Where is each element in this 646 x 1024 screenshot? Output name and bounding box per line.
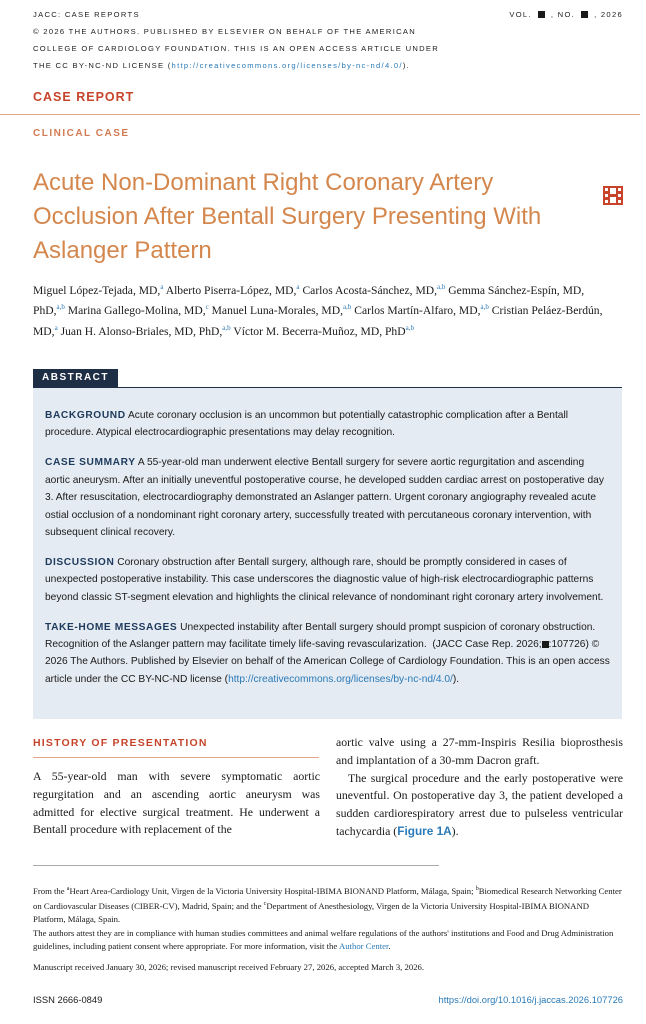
author-affiliation: a	[54, 323, 58, 332]
film-strip-icon[interactable]	[603, 186, 623, 205]
figure-1a-link[interactable]: Figure 1A	[397, 823, 452, 838]
author-center-link[interactable]: Author Center	[338, 940, 389, 951]
author-affiliation: a,b	[480, 303, 489, 312]
history-divider	[33, 757, 319, 758]
article-title: Acute Non-Dominant Right Coronary Artery Occlusion After Bentall Surgery Presenting With Aslanger Pattern	[33, 169, 542, 264]
author-affiliation: a	[160, 283, 164, 291]
footnotes	[33, 883, 623, 975]
volume-placeholder-icon	[538, 11, 545, 18]
issue-placeholder-icon	[542, 641, 549, 648]
section-divider	[0, 114, 640, 115]
author-affiliation: a,b	[343, 303, 352, 312]
history-text-right	[336, 734, 623, 841]
issue-placeholder-icon	[581, 11, 588, 18]
manuscript-dates: Manuscript received January 30, 2026; revised manuscript received February 27, 2026, accepted March 3, 2026.	[33, 962, 425, 973]
no-label: , NO.	[550, 10, 576, 19]
license-line-3: THE CC BY-NC-ND LICENSE (http://creativecommons.org/licenses/by-nc-nd/4.0/).	[33, 61, 411, 70]
volume-info	[509, 6, 623, 23]
author-affiliation: a,b	[437, 283, 446, 291]
year-label: , 2026	[594, 10, 623, 19]
license-line-1: © 2026 THE AUTHORS. PUBLISHED BY ELSEVIER ON BEHALF OF THE AMERICAN	[33, 27, 417, 36]
footnote-divider	[33, 865, 439, 866]
license-line-2: COLLEGE OF CARDIOLOGY FOUNDATION. THIS IS AN OPEN ACCESS ARTICLE UNDER	[33, 44, 440, 53]
author-name: Gemma Sánchez-Espín, MD, PhD,	[33, 283, 585, 318]
author-name: Manuel Luna-Morales, MD,	[211, 304, 343, 318]
author-name: Cristian Peláez-Berdún, MD,	[33, 304, 603, 338]
author-name: Miguel López-Tejada, MD,	[33, 283, 161, 297]
abstract-background: BACKGROUND Acute coronary occlusion is an uncommon but potentially catastrophic complication after a Bentall procedure. Atypical electrocardiographic presentations may delay recognition.	[45, 410, 568, 439]
author-name: Juan H. Alonso-Briales, MD, PhD,	[60, 324, 223, 338]
history-paragraph-1: aortic valve using a 27-mm-Inspiris Resilia bioprosthesis and implantation of a 30-mm Dacron graft.	[336, 735, 623, 767]
author-affiliation: a,b	[405, 323, 414, 332]
vol-label: VOL.	[509, 10, 532, 19]
abstract-copyright: © 2026 The Authors. Published by Elsevier on behalf of the American College of Cardiology Foundation. This is an open access article under the CC BY-NC-ND license (	[45, 638, 610, 685]
doi-link[interactable]: https://doi.org/10.1016/j.jaccas.2026.107726	[438, 994, 623, 1005]
abstract-case-summary: CASE SUMMARY A 55-year-old man underwent elective Bentall surgery for severe aortic regurgitation and ascending aortic aneurysm. After an initially uneventful postoperative course, he developed sudden cardiac arrest on postoperative day 3. After resuscitation, electrocardiography demonstrated an Aslanger pattern. Urgent coronary angiography revealed acute ostial occlusion of a nondominant right coronary artery, successfully treated with percutaneous coronary intervention, with subsequent clinical recovery.	[45, 457, 604, 538]
license-link[interactable]: http://creativecommons.org/licenses/by-nc-nd/4.0/	[171, 61, 403, 70]
compliance-statement: The authors attest they are in compliance with human studies committees and animal welfare regulations of the authors' institutions and Food and Drug Administration guidelines, including patient consent where appropriate. For more information, visit the Author Center.	[33, 927, 614, 951]
abstract-take-home: TAKE-HOME MESSAGES Unexpected instability after Bentall surgery should prompt suspicion of coronary obstruction. Recognition of the Aslanger pattern may facilitate timely life-saving revascularization. (JACC Case Rep. 2026; :107726) © 2026 The Authors. Published by Elsevier on behalf of the American College of Cardiology Foundation. This is an open access article under the CC BY-NC-ND license (http://creativecommons.org/licenses/by-nc-nd/4.0/).	[45, 621, 610, 685]
author-affiliation: a	[296, 283, 300, 291]
author-name: Carlos Martín-Alfaro, MD,	[354, 304, 481, 318]
abstract-discussion: DISCUSSION Coronary obstruction after Bentall surgery, although rare, should be promptly considered in cases of unexpected postoperative instability. This case underscores the diagnostic value of high-risk electrocardiographic patterns beyond classic ST-segment elevation and highlights the clinical relevance of nondominant right coronary artery involvement.	[45, 556, 604, 603]
author-affiliation: c	[205, 303, 209, 312]
author-name: Carlos Acosta-Sánchez, MD,	[302, 283, 438, 297]
affiliations: From the $^a$Heart Area-Cardiology Unit, Virgen de la Victoria University Hospital-IBIMA BIONAND Platform, Málaga, Spain; $^b$Biomedical Research Networking Center on Cardiovascular Diseases (CIBER-CV), Madrid, Spain; and the $^c$Department of Anesthesiology, Virgen de la Victoria University Hospital-IBIMA BIONAND Platform, Málaga, Spain.	[33, 885, 622, 925]
abstract-box	[33, 387, 622, 719]
abstract-tab: ABSTRACT	[33, 369, 118, 387]
page-footer	[33, 994, 623, 1005]
author-name: Marina Gallego-Molina, MD,	[67, 304, 206, 318]
author-affiliation: a,b	[222, 323, 231, 332]
author-list	[33, 279, 603, 340]
journal-name: JACC: CASE REPORTS	[33, 10, 140, 19]
subsection-label: CLINICAL CASE	[33, 128, 130, 139]
citation: (JACC Case Rep. 2026; :107726)	[432, 638, 589, 650]
author-name: Alberto Piserra-López, MD,	[165, 283, 297, 297]
issn: ISSN 2666-0849	[33, 994, 103, 1005]
section-label: CASE REPORT	[33, 90, 135, 104]
journal-header	[33, 6, 623, 74]
author-name: Víctor M. Becerra-Muñoz, MD, PhD	[233, 324, 406, 338]
history-heading: HISTORY OF PRESENTATION	[33, 737, 208, 749]
history-text-left: A 55-year-old man with severe symptomatic aortic regurgitation and an ascending aortic aneurysm was admitted for elective surgical treatment. He underwent a Bentall procedure with replacement of the	[33, 769, 320, 837]
author-affiliation: a,b	[56, 303, 65, 312]
history-paragraph-2: The surgical procedure and the early postoperative were uneventful. On postoperative day 3, the patient developed a sudden cardiorespiratory arrest due to pulseless ventricular tachycardia (Figure 1A).	[336, 770, 623, 838]
abstract-license-link[interactable]: http://creativecommons.org/licenses/by-nc-nd/4.0/	[228, 673, 453, 685]
